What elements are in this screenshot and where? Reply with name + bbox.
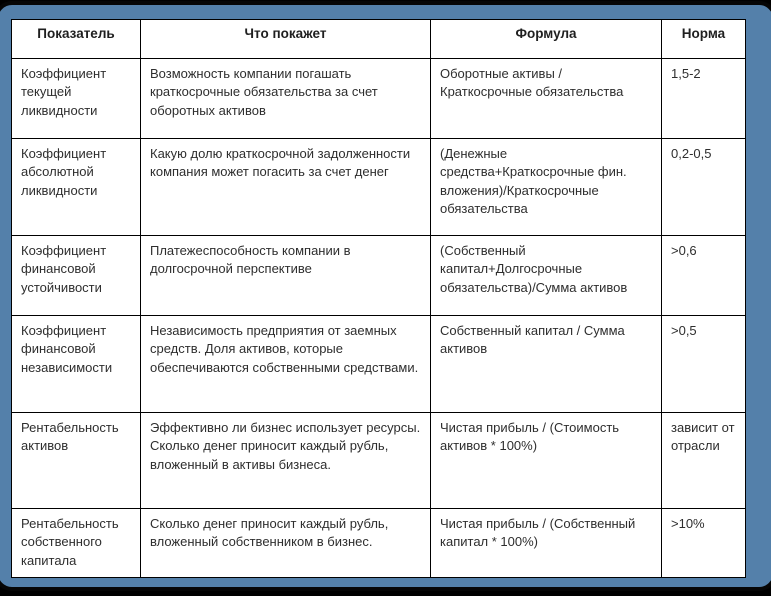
table-row [12,413,746,509]
table-row [12,139,746,236]
cell-formula: (Денежные средства+Краткосрочные фин. вложения)/Краткосрочные обязательства [431,139,662,236]
financial-ratios-table [11,19,746,578]
column-header-formula: Формула [431,20,662,59]
cell-shows: Эффективно ли бизнес использует ресурсы. Сколько денег приносит каждый рубль, вложенный в активы бизнеса. [141,413,431,509]
cell-shows: Какую долю краткосрочной задолженности компания может погасить за счет денег [141,139,431,236]
cell-shows: Возможность компании погашать краткосрочные обязательства за счет оборотных активов [141,59,431,139]
table-row [12,59,746,139]
cell-shows: Платежеспособность компании в долгосрочной перспективе [141,236,431,316]
cell-norm: >10% [662,509,746,578]
column-header-norm: Норма [662,20,746,59]
cell-norm: 1,5-2 [662,59,746,139]
cell-indicator: Рентабельность активов [12,413,141,509]
cell-indicator: Коэффициент абсолютной ликвидности [12,139,141,236]
column-header-indicator: Показатель [12,20,141,59]
cell-formula: Чистая прибыль / (Собственный капитал * 100%) [431,509,662,578]
cell-norm: >0,5 [662,316,746,413]
table-row [12,316,746,413]
cell-indicator: Коэффициент финансовой устойчивости [12,236,141,316]
cell-norm: 0,2-0,5 [662,139,746,236]
blue-frame-panel [0,1,771,591]
table-row [12,509,746,578]
cell-formula: Оборотные активы / Краткосрочные обязательства [431,59,662,139]
cell-formula: Собственный капитал / Сумма активов [431,316,662,413]
header-row [12,20,746,59]
cell-indicator: Рентабельность собственного капитала [12,509,141,578]
cell-norm: >0,6 [662,236,746,316]
table-row [12,236,746,316]
cell-indicator: Коэффициент текущей ликвидности [12,59,141,139]
cell-formula: (Собственный капитал+Долгосрочные обязательства)/Сумма активов [431,236,662,316]
financial-ratios-table-container [11,19,746,578]
cell-norm: зависит от отрасли [662,413,746,509]
cell-shows: Сколько денег приносит каждый рубль, вложенный собственником в бизнес. [141,509,431,578]
cell-shows: Независимость предприятия от заемных средств. Доля активов, которые обеспечиваются собственными средствами. [141,316,431,413]
column-header-shows: Что покажет [141,20,431,59]
cell-indicator: Коэффициент финансовой независимости [12,316,141,413]
cell-formula: Чистая прибыль / (Стоимость активов * 100%) [431,413,662,509]
